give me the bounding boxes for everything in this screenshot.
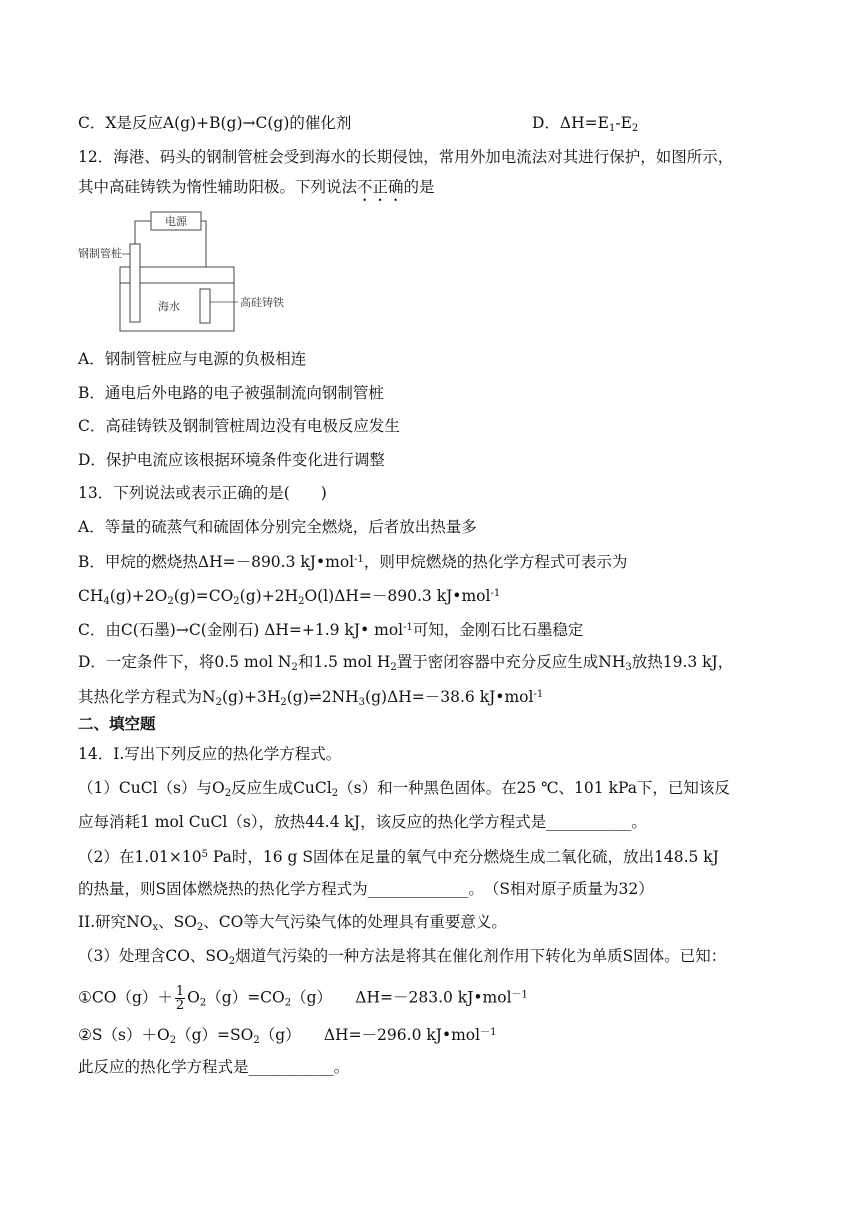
subscript: 2: [284, 997, 292, 1009]
arrow-symbol: →: [242, 114, 256, 132]
subscript: 2: [169, 1035, 177, 1046]
q11-option-d: [532, 113, 638, 139]
high-silicon-iron-anode: [200, 289, 210, 323]
text: II.研究NO: [78, 913, 153, 931]
q12-option-d: D．保护电流应该根据环境条件变化进行调整: [78, 451, 385, 469]
text: ①CO（g）＋: [78, 988, 173, 1007]
q14-part2-line2: 的热量，则S固体燃烧热的热化学方程式为_____________。 （S相对原子质量为32）: [78, 880, 654, 898]
text: C(金刚石) ΔH=+1.9 kJ• mol: [188, 621, 404, 639]
subscript: 2: [298, 596, 305, 607]
text: 置于密闭容器中充分反应生成NH: [396, 653, 626, 671]
subscript: 2: [224, 788, 232, 799]
q13-option-d-line1: [78, 652, 733, 678]
text: （3）处理含CO、SO: [78, 947, 229, 965]
text: 和1.5 mol H: [297, 653, 391, 671]
arrow-symbol: →: [175, 621, 189, 639]
text: O(l)ΔH=－890.3 kJ•mol: [304, 587, 491, 605]
subscript: 4: [103, 596, 110, 607]
text: 其热化学方程式为N: [78, 688, 216, 706]
steel-pile-label: 钢制管桩: [78, 247, 122, 260]
subscript: 2: [331, 788, 339, 799]
fraction-one-half: [175, 985, 185, 1012]
q12-option-c: C．高硅铸铁及钢制管桩周边没有电极反应发生: [78, 417, 400, 435]
fraction-denominator: 2: [175, 998, 185, 1013]
q13-option-d-line2: [78, 685, 543, 713]
text: ，则甲烷燃烧的热化学方程式可表示为: [363, 553, 628, 571]
q14-final-prompt: 此反应的热化学方程式是___________。: [78, 1058, 350, 1076]
superscript: －1: [511, 989, 528, 1001]
subscript: 2: [390, 662, 397, 673]
q14-equation-1: [78, 985, 528, 1014]
q13-option-b-line2: [78, 584, 500, 612]
q12-stem-post: 的是: [403, 178, 435, 196]
text: （s）和一种黑色固体。在25 ℃、101 kPa下，已知该反: [338, 779, 730, 797]
q13-option-c: [78, 618, 583, 640]
q12-stem-pre: 其中高硅铸铁为惰性辅助阳极。下列说法: [78, 178, 358, 196]
text: (g)+3H: [221, 688, 281, 706]
text: D．一定条件下，将0.5 mol N: [78, 653, 292, 671]
subscript: 3: [358, 697, 366, 708]
text: 放热19.3 kJ，: [631, 653, 734, 671]
subscript: 3: [625, 662, 632, 673]
q12-emphasis: 不正确: [357, 178, 404, 196]
subscript: 2: [631, 123, 639, 134]
text: Pa时，16 g S固体在足量的氧气中充分燃烧生成二氧化硫，放出148.5 kJ: [207, 848, 719, 866]
subscript: 2: [280, 697, 287, 708]
text: （1）CuCl（s）与O: [78, 779, 225, 797]
anode-label: 高硅铸铁: [240, 296, 284, 309]
superscript: -1: [354, 554, 364, 565]
subscript: 2: [196, 922, 204, 933]
text: (g)+2H: [239, 587, 299, 605]
subscript: 2: [291, 662, 298, 673]
q12-stem-line2: [78, 177, 435, 205]
text: (g)⇌2NH: [286, 688, 359, 706]
subscript: 1: [608, 123, 616, 134]
cathodic-protection-diagram: [78, 210, 318, 332]
q11-d-mid: -E: [615, 114, 632, 132]
text: （g）=CO: [206, 988, 285, 1007]
q13-option-b-line1: [78, 550, 627, 572]
text: (g)=CO: [173, 587, 234, 605]
text: CH: [78, 587, 104, 605]
q14-part3: [78, 946, 726, 972]
q13-stem: 13．下列说法或表示正确的是( ): [78, 484, 327, 502]
text: （g） ΔH=－296.0 kJ•mol: [259, 1026, 481, 1044]
text: 烟道气污染的一种方法是将其在催化剂作用下转化为单质S固体。已知：: [235, 947, 727, 965]
superscript: -1: [533, 689, 544, 700]
text: 、SO: [158, 913, 197, 931]
seawater-label: 海水: [158, 300, 180, 313]
q14-part1-line1: [78, 778, 730, 804]
subscript: 2: [215, 697, 222, 708]
text: (g)ΔH=－38.6 kJ•mol: [365, 688, 534, 706]
text: 反应生成CuCl: [231, 779, 332, 797]
q12-stem-line1: 12．海港、码头的钢制管桩会受到海水的长期侵蚀，常用外加电流法对其进行保护，如图所示，: [78, 148, 734, 166]
text: 、CO等大气污染气体的处理具有重要意义。: [203, 913, 507, 931]
text: C．由C(石墨): [78, 621, 176, 639]
text: 可知，金刚石比石墨稳定: [412, 621, 584, 639]
q12-option-b: B．通电后外电路的电子被强制流向钢制管桩: [78, 384, 384, 402]
text: （g）=SO: [176, 1026, 254, 1044]
q14-part2-line1: [78, 845, 719, 867]
subscript: 2: [167, 596, 174, 607]
superscript: 5: [201, 849, 208, 860]
q11-d-text: D．ΔH=E: [532, 114, 609, 132]
power-supply-label: 电源: [165, 215, 187, 228]
subscript: x: [152, 922, 159, 933]
subscript: 2: [253, 1035, 260, 1046]
subscript: 2: [199, 997, 207, 1009]
text: (g)+2O: [109, 587, 168, 605]
q11-c-tail: C(g)的催化剂: [255, 114, 352, 132]
superscript: -1: [403, 622, 413, 633]
section-title: 二、填空题: [78, 714, 156, 733]
superscript: -1: [490, 588, 501, 599]
subscript: 2: [228, 956, 236, 967]
q14-part-ii: [78, 912, 507, 938]
text: （2）在1.01×10: [78, 848, 202, 866]
text: O: [187, 988, 200, 1007]
superscript: －1: [480, 1027, 497, 1038]
text: ②S（s）＋O: [78, 1026, 170, 1044]
q14-part1-line2: 应每消耗1 mol CuCl（s），放热44.4 kJ，该反应的热化学方程式是___________。: [78, 813, 647, 831]
text: （g） ΔH=－283.0 kJ•mol: [291, 988, 512, 1007]
q12-option-a: A．钢制管桩应与电源的负极相连: [78, 350, 307, 368]
steel-pile: [130, 244, 140, 322]
q11-c-text: C．X是反应A(g)+B(g): [78, 114, 243, 132]
q13-option-a: A．等量的硫蒸气和硫固体分别完全燃烧，后者放出热量多: [78, 518, 477, 536]
q14-equation-2: [78, 1023, 496, 1051]
subscript: 2: [233, 596, 240, 607]
q14-heading: 14．I.写出下列反应的热化学方程式。: [78, 745, 342, 763]
text: B．甲烷的燃烧热ΔH=－890.3 kJ•mol: [78, 553, 355, 571]
fraction-numerator: 1: [175, 984, 185, 999]
